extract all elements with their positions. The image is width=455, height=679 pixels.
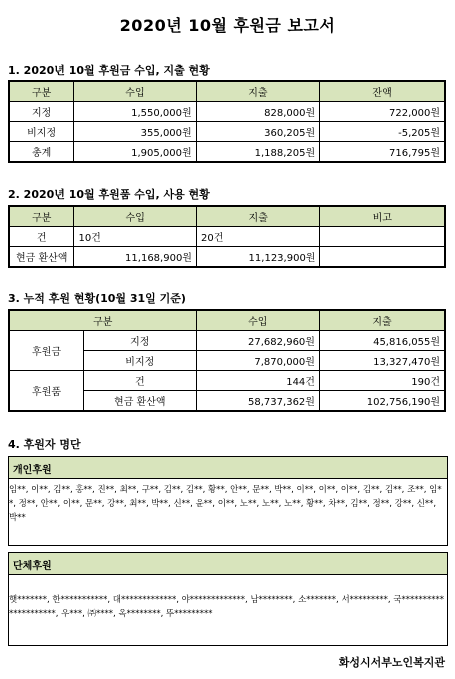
section4-heading: 4. 후원자 명단 — [8, 438, 81, 451]
cell: -5,205원 — [320, 122, 445, 142]
table-row — [9, 331, 445, 351]
individual-donor-title: 개인후원 — [9, 457, 447, 479]
table-header-row — [9, 310, 445, 331]
cell: 11,168,900원 — [74, 247, 197, 268]
cell: 190건 — [319, 371, 445, 391]
individual-donor-list: 임**, 이**, 김**, 홍**, 진**, 최**, 구**, 김**, 김**, 황**, 안**, 문**, 박**, 이**, 이**, 이**, 김**, 김**, 조**, 임**, 정**, 안**, 이**, 문**, 강**, 최**, 박**, 신**, 윤**, 이**, 노**, 노**, 노**, 황**, 차**, 김**, 정**, 강**, 신**, 박** — [9, 485, 442, 523]
cell: 20건 — [196, 227, 320, 247]
col-header: 수입 — [74, 206, 197, 227]
group-donor-box — [8, 552, 448, 646]
cell: 355,000원 — [74, 122, 196, 142]
cell: 27,682,960원 — [196, 331, 319, 351]
col-header: 지출 — [196, 206, 320, 227]
cell: 102,756,190원 — [319, 391, 445, 412]
col-header: 수입 — [196, 310, 319, 331]
cell: 1,188,205원 — [196, 142, 319, 163]
col-header: 잔액 — [320, 81, 445, 102]
section1-heading: 1. 2020년 10월 후원금 수입, 지출 현황 — [8, 64, 210, 77]
cell: 144건 — [196, 371, 319, 391]
group-donor-title: 단체후원 — [9, 553, 447, 575]
cell: 58,737,362원 — [196, 391, 319, 412]
income-expense-table — [8, 80, 446, 163]
cell: 360,205원 — [196, 122, 319, 142]
cell: 13,327,470원 — [319, 351, 445, 371]
col-header: 지출 — [319, 310, 445, 331]
cell — [320, 227, 445, 247]
cell: 건 — [9, 227, 74, 247]
table-row — [9, 142, 445, 163]
report-title: 2020년 10월 후원금 보고서 — [119, 16, 336, 35]
cell: 현금 환산액 — [84, 391, 196, 412]
cell: 비지정 — [84, 351, 196, 371]
col-header: 구분 — [9, 310, 196, 331]
col-header: 비고 — [320, 206, 445, 227]
group-label: 후원품 — [9, 371, 84, 412]
col-header: 구분 — [9, 81, 74, 102]
cell: 716,795원 — [320, 142, 445, 163]
group-label: 후원금 — [9, 331, 84, 371]
table-row — [9, 227, 445, 247]
table-header-row — [9, 81, 445, 102]
table-row — [9, 247, 445, 268]
cell — [320, 247, 445, 268]
cell: 건 — [84, 371, 196, 391]
organization-name: 화성시서부노인복지관 — [338, 656, 445, 669]
col-header: 지출 — [196, 81, 319, 102]
cell: 7,870,000원 — [196, 351, 319, 371]
cell: 비지정 — [9, 122, 74, 142]
section2-heading: 2. 2020년 10월 후원품 수입, 사용 현황 — [8, 188, 210, 201]
cell: 1,905,000원 — [74, 142, 196, 163]
cell: 722,000원 — [320, 102, 445, 122]
cell: 11,123,900원 — [196, 247, 320, 268]
cell: 현금 환산액 — [9, 247, 74, 268]
section3-heading: 3. 누적 후원 현황(10월 31일 기준) — [8, 292, 186, 305]
col-header: 구분 — [9, 206, 74, 227]
group-donor-list: 햇*******, 한***********, 대*************, 야*************, 남********, 소*******, 서*********, 국*********************, 우***, ㈜****, 옥********, 뚜********* — [9, 595, 445, 619]
table-row — [9, 102, 445, 122]
cumulative-table — [8, 309, 446, 412]
cell: 10건 — [74, 227, 197, 247]
cell: 지정 — [84, 331, 196, 351]
cell: 지정 — [9, 102, 74, 122]
goods-table — [8, 205, 446, 268]
cell: 총계 — [9, 142, 74, 163]
individual-donor-box — [8, 456, 448, 546]
col-header: 수입 — [74, 81, 196, 102]
table-header-row — [9, 206, 445, 227]
table-row — [9, 371, 445, 391]
cell: 1,550,000원 — [74, 102, 196, 122]
cell: 45,816,055원 — [319, 331, 445, 351]
table-row — [9, 122, 445, 142]
cell: 828,000원 — [196, 102, 319, 122]
